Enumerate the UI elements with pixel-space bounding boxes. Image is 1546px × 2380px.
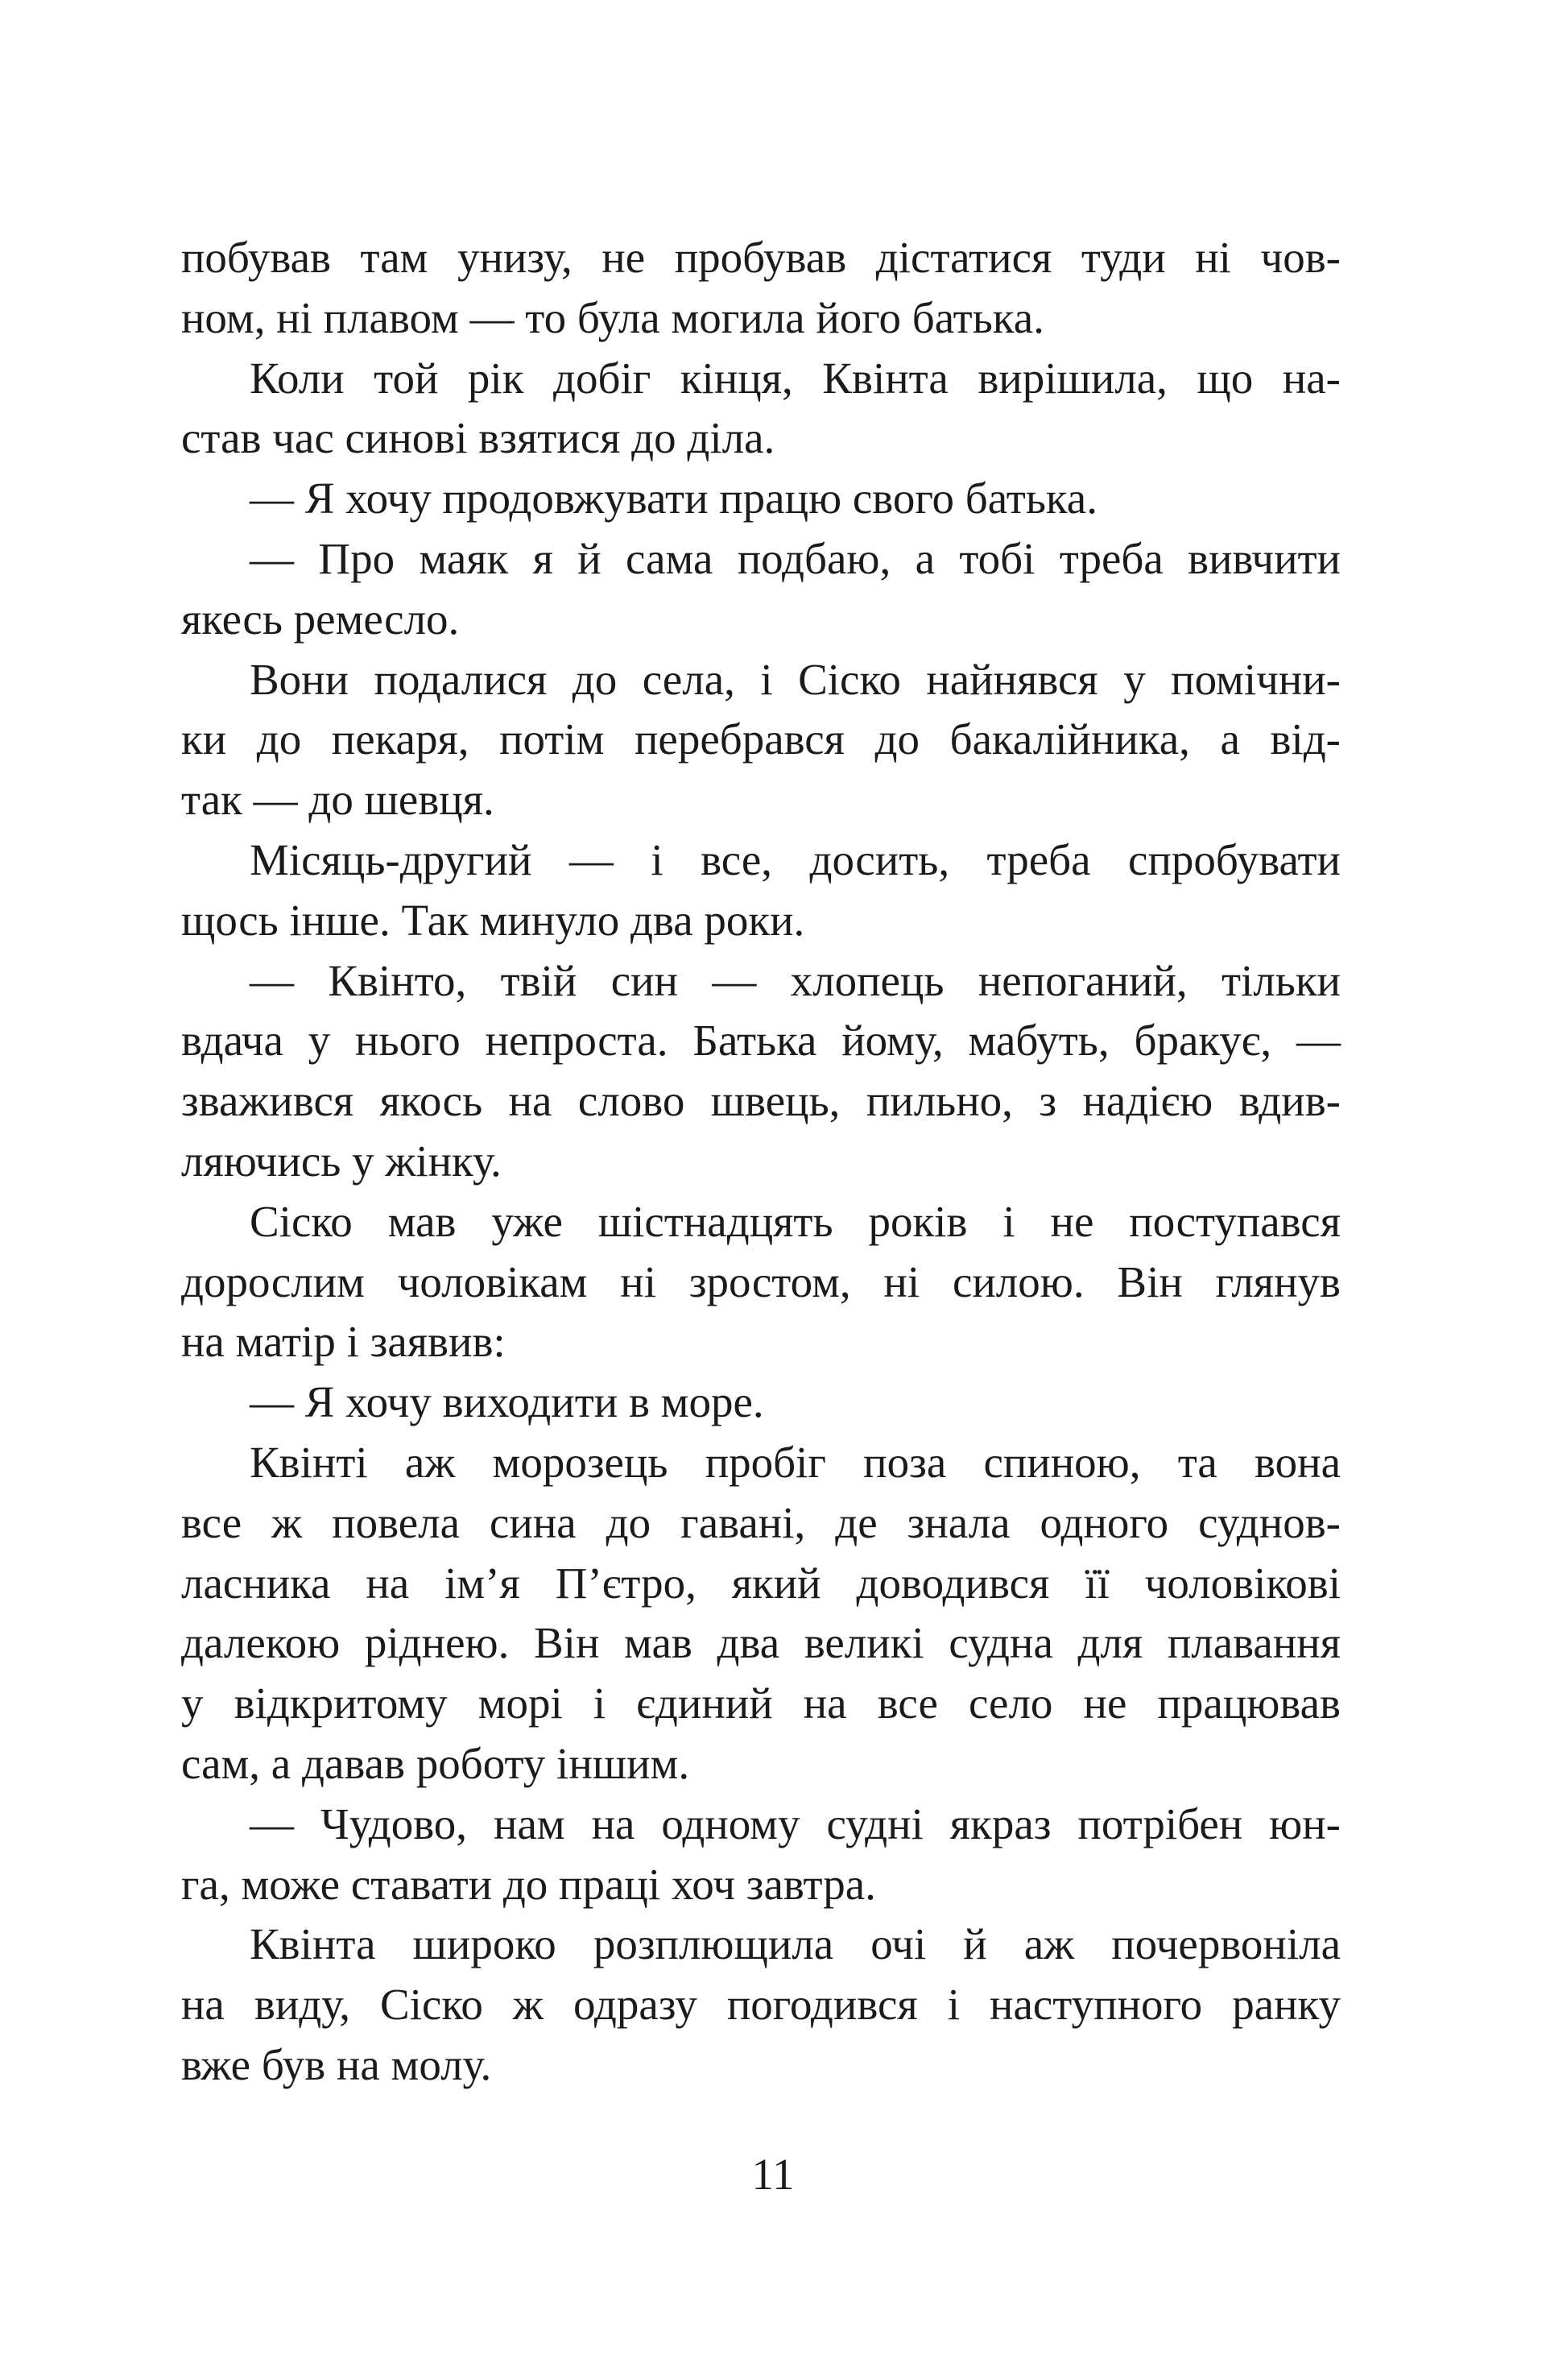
page-number: 11 xyxy=(751,2150,795,2199)
text-line: так — до шевця. xyxy=(181,775,494,825)
text-line: Квінті аж морозець пробіг поза спиною, та вона xyxy=(250,1437,1341,1487)
text-line: — Я хочу продовжувати працю свого батька. xyxy=(250,474,1097,524)
text-line: — Квінто, твій син — хлопець непоганий, тільки xyxy=(250,955,1341,1005)
text-line: ласника на ім’я П’єтро, який доводився її чоловікові xyxy=(181,1558,1341,1608)
text-line: Місяць-другий — і все, досить, треба спробувати xyxy=(250,834,1341,884)
text-line: все ж повела сина до гавані, де знала одного суднов- xyxy=(181,1497,1341,1547)
text-line: ки до пекаря, потім перебрався до бакалійника, а від- xyxy=(181,714,1341,764)
text-line: ном, ні плавом — то була могила його батька. xyxy=(181,292,1044,342)
text-line: дорослим чоловікам ні зростом, ні силою. Він глянув xyxy=(181,1256,1341,1306)
text-line: Сіско мав уже шістнадцять років і не поступався xyxy=(250,1196,1341,1246)
text-line: Квінта широко розплющила очі й аж почервоніла xyxy=(250,1919,1341,1969)
text-line: — Я хочу виходити в море. xyxy=(250,1377,764,1427)
text-line: на матір і заявив: xyxy=(181,1317,506,1367)
text-line: га, може ставати до праці хоч завтра. xyxy=(181,1859,876,1909)
text-line: ляючись у жінку. xyxy=(181,1136,502,1186)
text-line: Коли той рік добіг кінця, Квінта вирішила, що на- xyxy=(250,353,1341,403)
text-line: — Чудово, нам на одному судні якраз потрібен юн- xyxy=(250,1798,1341,1848)
text-line: Вони подалися до села, і Сіско найнявся у помічни- xyxy=(250,654,1341,704)
body-text xyxy=(181,228,1341,2096)
text-line: щось інше. Так минуло два роки. xyxy=(181,895,805,945)
text-line: став час синові взятися до діла. xyxy=(181,413,775,463)
text-line: сам, а давав роботу іншим. xyxy=(181,1738,690,1788)
text-line: у відкритому морі і єдиний на все село не працював xyxy=(181,1678,1341,1728)
text-line: побував там унизу, не пробував дістатися туди ні чов- xyxy=(181,233,1341,282)
text-line: вже був на молу. xyxy=(181,2039,492,2089)
text-line: — Про маяк я й сама подбаю, а тобі треба вивчити xyxy=(250,533,1341,583)
text-line: якесь ремесло. xyxy=(181,594,460,644)
text-line: далекою ріднею. Він мав два великі судна для плавання xyxy=(181,1618,1341,1668)
text-line: зважився якось на слово швець, пильно, з надією вдив- xyxy=(181,1076,1341,1126)
text-line: вдача у нього непроста. Батька йому, мабуть, бракує, — xyxy=(181,1016,1341,1066)
text-line: на виду, Сіско ж одразу погодився і наступного ранку xyxy=(181,1980,1341,2030)
